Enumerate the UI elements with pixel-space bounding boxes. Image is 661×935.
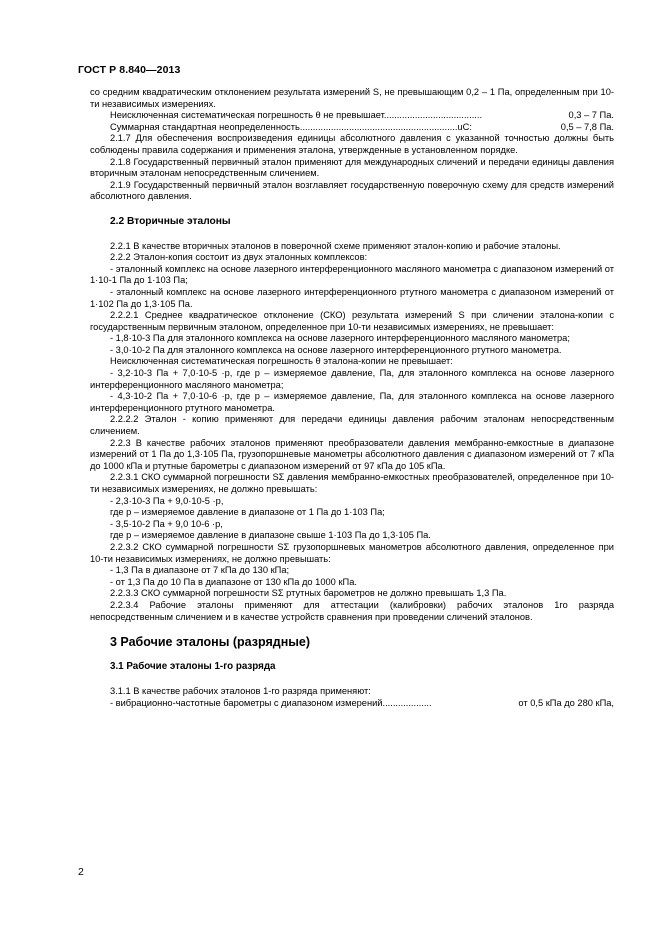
dotted-line — [90, 698, 614, 710]
line-value: 0,3 – 7 Па. — [568, 110, 614, 121]
paragraph: где p – измеряемое давление в диапазоне свыше 1·103 Па до 1,3·105 Па. — [110, 530, 431, 541]
paragraph: - от 1,3 Па до 10 Па в диапазоне от 130 кПа до 1000 кПа. — [110, 576, 357, 587]
paragraph: - 1,8·10-3 Па для эталонного комплекса на основе лазерного интерференционного масляного манометра; — [110, 333, 570, 344]
page-number: 2 — [78, 866, 84, 878]
paragraph: 2.2.2.1 Среднее квадратическое отклонение (СКО) результата измерений S при сличении эталона-копии с государственным первичным эталоном, определенное при 10-ти независимых измерениях, не превышает: — [90, 310, 614, 332]
paragraph: - 3,5·10-2 Па + 9,0 10-6 ·p, — [110, 518, 223, 529]
paragraph: 2.2.3.1 СКО суммарной погрешности SΣ давления мембранно-емкостных преобразователей, определенное при 10-ти независимых измерениях, не должно превышать: — [90, 472, 614, 494]
dotted-line — [90, 110, 614, 122]
paragraph: где p – измеряемое давление в диапазоне от 1 Па до 1·103 Па; — [110, 507, 385, 518]
dotted-line — [90, 122, 614, 134]
subsection-heading: 3.1 Рабочие эталоны 1-го разряда — [110, 660, 276, 672]
paragraph: - эталонный комплекс на основе лазерного интерференционного ртутного манометра с диапазоном измерений от 1·102 Па до 1,3·105 Па. — [90, 286, 614, 309]
paragraph: 2.1.8 Государственный первичный эталон применяют для международных сличений и передачи единицы давления вторичным эталонам непосредственным сличением. — [90, 156, 614, 179]
paragraph: - 1,3 Па в диапазоне от 7 кПа до 130 кПа; — [110, 565, 290, 576]
line-label: Неисключенная систематическая погрешность θ не превышает...................................... — [110, 110, 483, 121]
paragraph: 2.2.3.3 СКО суммарной погрешности SΣ ртутных барометров не должно превышать 1,3 Па. — [110, 588, 507, 599]
document-body — [90, 87, 614, 710]
paragraph: 2.1.7 Для обеспечения воспроизведения единицы абсолютного давления с указанной точностью должны быть соблюдены правила содержания и применения эталона, утвержденные в установленном порядке. — [90, 133, 614, 155]
line-value: от 0,5 кПа до 280 кПа, — [518, 697, 614, 708]
paragraph: 2.1.9 Государственный первичный эталон возглавляет государственную поверочную схему для средств измерений абсолютного давления. — [90, 179, 614, 202]
paragraph: - эталонный комплекс на основе лазерного интерференционного масляного манометра с диапазоном измерений от 1·10-1 Па до 1·103 Па; — [90, 263, 614, 286]
line-label: Суммарная стандартная неопределенность.............................................................uC: — [110, 121, 472, 132]
paragraph: 3.1.1 В качестве рабочих эталонов 1-го разряда применяют: — [110, 686, 371, 697]
paragraph: Неисключенная систематическая погрешность θ эталона-копии не превышает: — [110, 356, 453, 367]
section-heading: 3 Рабочие эталоны (разрядные) — [110, 635, 311, 650]
paragraph: 2.2.1 В качестве вторичных эталонов в поверочной схеме применяют эталон-копию и рабочие эталоны. — [110, 240, 561, 251]
document-header: ГОСТ Р 8.840—2013 — [78, 64, 181, 76]
paragraph: 2.2.3.2 СКО суммарной погрешности SΣ грузопоршневых манометров абсолютного давления, определенное при 10-ти независимых измерениях, не должно превышать: — [90, 541, 614, 564]
paragraph: 2.2.3 В качестве рабочих эталонов применяют преобразователи давления мембранно-емкостные в диапазоне измерений от 1 Па до 1,3·105 Па, грузопоршневые манометры абсолютного давления с диапазоном измерений от 7 кПа до 1000 кПа и ртутные барометры с диапазоном измерений от 97 кПа до 105 кПа. — [90, 437, 614, 471]
paragraph: со средним квадратическим отклонением результата измерений S, не превышающим 0,2 – 1 Па, определенным при 10-ти независимых измерениях. — [90, 87, 614, 109]
paragraph: 2.2.2 Эталон-копия состоит из двух эталонных комплексов: — [110, 252, 368, 263]
subsection-heading: 2.2 Вторичные эталоны — [110, 215, 231, 227]
paragraph: 2.2.2.2 Эталон - копию применяют для передачи единицы давления рабочим эталонам непосредственным сличением. — [90, 414, 614, 437]
paragraph: - 3,2·10-3 Па + 7,0·10-5 ·p, где p – измеряемое давление, Па, для эталонного комплекса на основе лазерного интерференционного масляного манометра; — [90, 368, 614, 390]
paragraph: - 2,3·10-3 Па + 9,0·10-5 ·p, — [110, 495, 224, 506]
paragraph: - 3,0·10-2 Па для эталонного комплекса на основе лазерного интерференционного ртутного манометра. — [110, 344, 562, 355]
line-label: - вибрационно-частотные барометры с диапазоном измерений................... — [110, 697, 432, 708]
paragraph: 2.2.3.4 Рабочие эталоны применяют для аттестации (калибровки) рабочих эталонов 1го разряда непосредственным сличением и в качестве устройств сравнения при проведении сличений эталонов. — [90, 599, 614, 622]
paragraph: - 4,3·10-2 Па + 7,0·10-6 ·p, где p – измеряемое давление, Па, для эталонного комплекса на основе лазерного интерференционного ртутного манометра. — [90, 391, 614, 413]
line-value: 0,5 – 7,8 Па. — [560, 121, 614, 132]
